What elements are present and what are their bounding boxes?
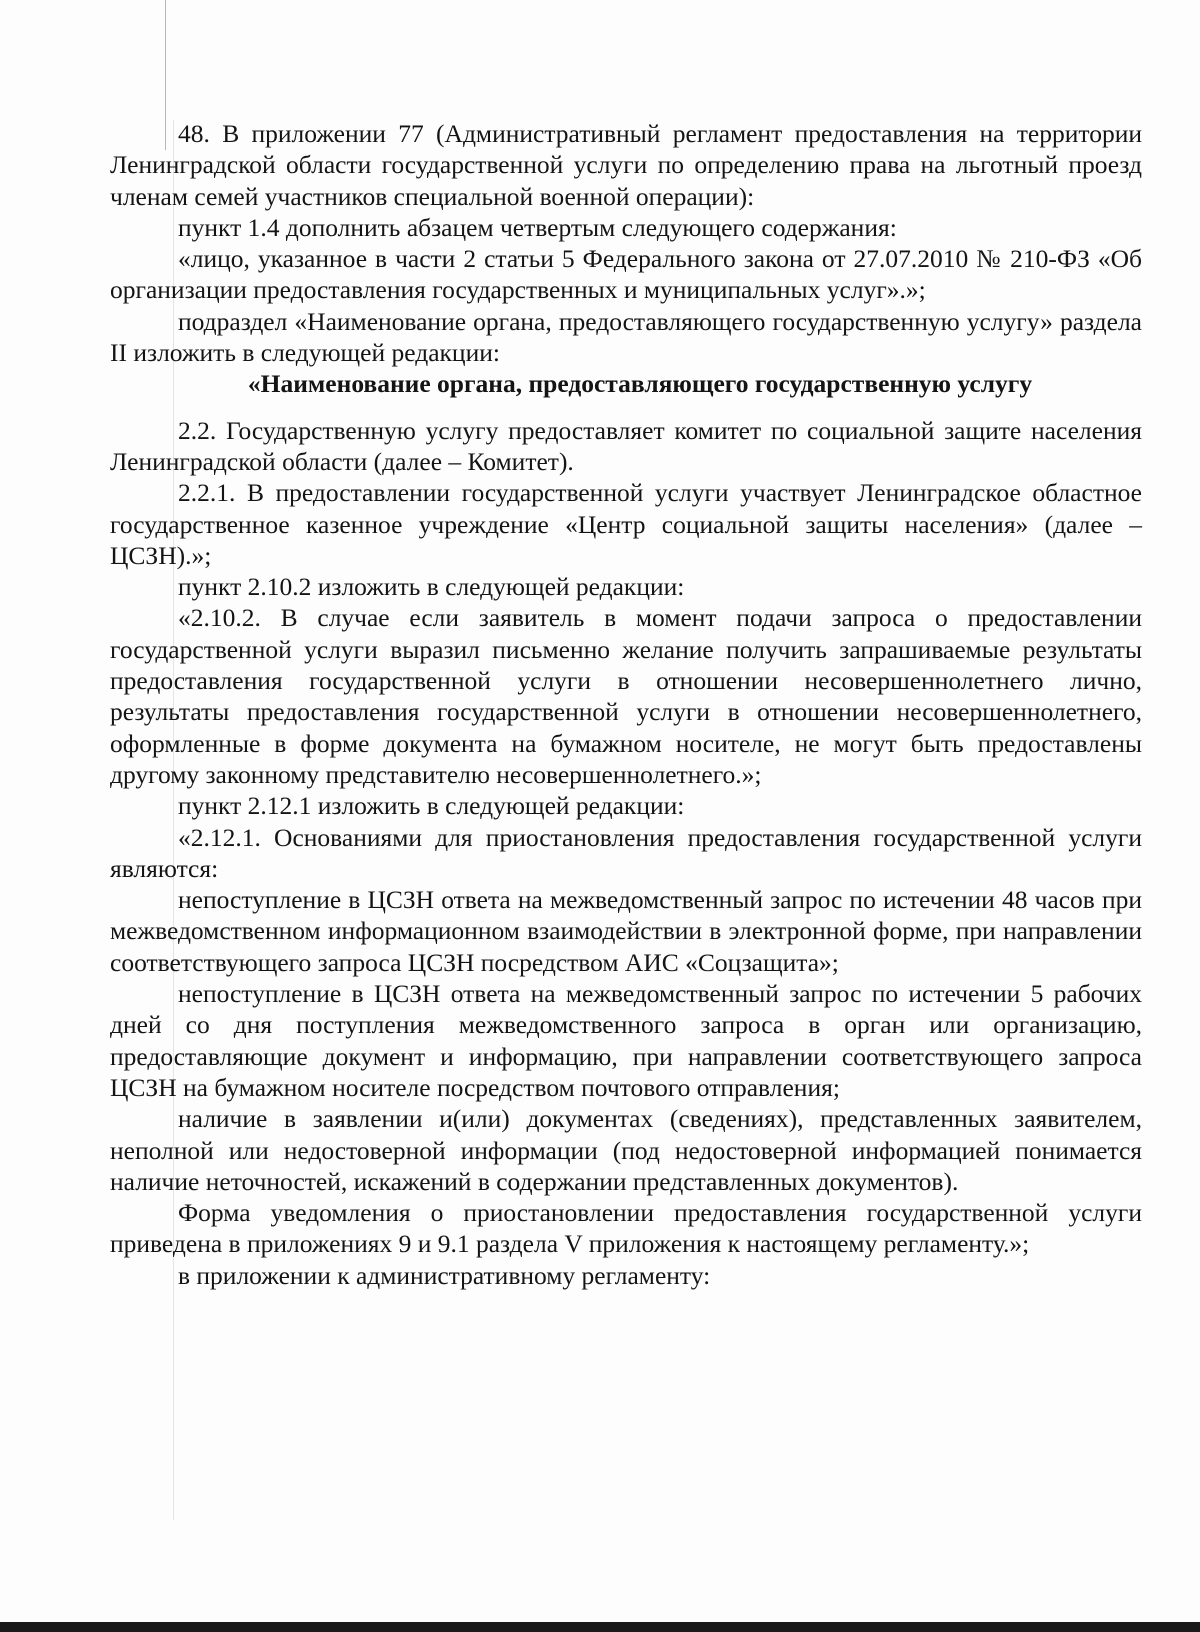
paragraph-2-12-1-text: «2.12.1. Основаниями для приостановления предоставления государственной услуги являются: <box>110 822 1142 883</box>
paragraph-item-2-12-1: пункт 2.12.1 изложить в следующей редакции: <box>178 791 685 821</box>
paragraph-condition-incomplete-info: наличие в заявлении и(или) документах (сведениях), представленных заявителем, неполной или недостоверной информации (под недостоверной информацией понимается наличие неточностей, искажений в содержании представленных документов). <box>110 1104 1142 1196</box>
heading-spacer <box>110 400 1142 415</box>
paragraph-item-1-4: пункт 1.4 дополнить абзацем четвертым следующего содержания: <box>178 212 897 242</box>
paragraph-condition-48-hours: непоступление в ЦСЗН ответа на межведомственный запрос по истечении 48 часов при межведомственном информационном взаимодействии в электронной форме, при направлении соответствующего запроса ЦСЗН посредством АИС «Соцзащита»; <box>110 885 1142 977</box>
paragraph-2-2: 2.2. Государственную услугу предоставляет комитет по социальной защите населения Ленинградской области (далее – Комитет). <box>110 415 1142 476</box>
paragraph-2-10-2-text: «2.10.2. В случае если заявитель в момент подачи запроса о предоставлении государственной услуги выразил письменно желание получить запрашиваемые результаты предоставления государственной услуги в отношении несовершеннолетнего лично, результаты предоставления государственной услуги в отношении несовершеннолетнего, оформленные в форме документа на бумажном носителе, не могут быть предоставлены другому законному представителю несовершеннолетнего.»; <box>110 603 1142 789</box>
scan-bottom-edge <box>0 1622 1200 1632</box>
paragraph-subsection: подраздел «Наименование органа, предоставляющего государственную услугу» раздела II изложить в следующей редакции: <box>110 306 1142 368</box>
section-heading: «Наименование органа, предоставляющего государственную услугу <box>247 369 1033 399</box>
paragraph-notification-form: Форма уведомления о приостановлении предоставления государственной услуги приведена в приложениях 9 и 9.1 раздела V приложения к настоящему регламенту.»; <box>110 1198 1142 1259</box>
paragraph-appendix: в приложении к административному регламенту: <box>178 1260 711 1290</box>
document-body <box>110 118 1142 1291</box>
paragraph-2-2-1: 2.2.1. В предоставлении государственной услуги участвует Ленинградское областное государственное казенное учреждение «Центр социальной защиты населения» (далее – ЦСЗН).»; <box>110 478 1142 570</box>
paragraph-condition-5-days: непоступление в ЦСЗН ответа на межведомственный запрос по истечении 5 рабочих дней со дня поступления межведомственного запроса в орган или организацию, предоставляющие документ и информацию, при направлении соответствующего запроса ЦСЗН на бумажном носителе посредством почтового отправления; <box>110 979 1142 1102</box>
paragraph-48: 48. В приложении 77 (Административный регламент предоставления на территории Ленинградской области государственной услуги по определению права на льготный проезд членам семей участников специальной военной операции): <box>110 119 1142 211</box>
paragraph-item-2-10-2: пункт 2.10.2 изложить в следующей редакции: <box>178 572 685 602</box>
paragraph-quote-210-fz: «лицо, указанное в части 2 статьи 5 Федерального закона от 27.07.2010 № 210-ФЗ «Об организации предоставления государственных и муниципальных услуг».»; <box>110 244 1142 305</box>
